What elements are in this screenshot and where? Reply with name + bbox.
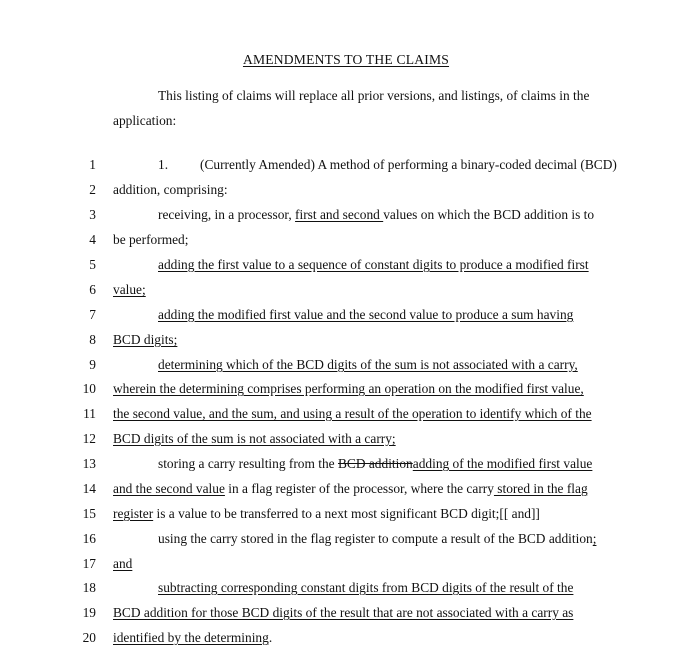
line-number: 18 — [82, 580, 96, 595]
line-number: 14 — [82, 481, 96, 496]
line-segment: storing a carry resulting from the — [158, 456, 338, 471]
line-number: 17 — [82, 556, 96, 571]
inserted-text: BCD digits; — [113, 332, 178, 347]
line-number: 15 — [82, 506, 96, 521]
line-number: 6 — [89, 282, 96, 297]
line-text — [158, 531, 596, 547]
line-segment: in a flag register of the processor, where the carry — [224, 481, 494, 496]
line-number: 10 — [82, 381, 96, 396]
inserted-text: adding of the modified first value — [412, 456, 593, 471]
claim-line-1 — [0, 157, 692, 181]
inserted-text: stored in the flag — [493, 481, 588, 496]
line-number: 13 — [82, 456, 96, 471]
deleted-text: BCD addition — [337, 456, 413, 471]
line-text — [113, 481, 588, 497]
inserted-text: ; — [592, 531, 597, 546]
line-text: addition, comprising: — [113, 182, 228, 197]
claim-line-10 — [0, 381, 692, 405]
claim-number: 1. — [158, 157, 169, 172]
line-text — [113, 630, 272, 646]
inserted-text: value; — [113, 282, 146, 297]
inserted-text: BCD digits of the sum is not associated with a carry; — [113, 431, 396, 446]
page-title: AMENDMENTS TO THE CLAIMS — [242, 52, 450, 67]
line-number: 3 — [89, 207, 96, 222]
claim-line-8 — [0, 332, 692, 356]
claim-line-2 — [0, 182, 692, 206]
line-segment: receiving, in a processor, — [158, 207, 296, 222]
line-segment: using the carry stored in the flag register to compute a result of the BCD addition — [158, 531, 593, 546]
line-segment: is a value to be transferred to a next most significant BCD digit;[[ and]] — [153, 506, 540, 521]
line-number: 11 — [83, 406, 96, 421]
claim-line-5 — [0, 257, 692, 281]
line-text — [158, 157, 617, 173]
line-number: 20 — [82, 630, 96, 645]
claim-line-3 — [0, 207, 692, 231]
line-number: 1 — [89, 157, 96, 172]
claim-line-20 — [0, 630, 692, 654]
line-number: 8 — [89, 332, 96, 347]
inserted-text: determining which of the BCD digits of the sum is not associated with a carry, — [158, 357, 578, 372]
claim-line-7 — [0, 307, 692, 331]
claim-line-19 — [0, 605, 692, 629]
inserted-text: adding the modified first value and the second value to produce a sum having — [158, 307, 574, 322]
line-segment: . — [268, 630, 273, 645]
line-text: be performed; — [113, 232, 189, 247]
inserted-text: BCD addition for those BCD digits of the result that are not associated with a carry as — [113, 605, 574, 620]
claim-line-18 — [0, 580, 692, 604]
inserted-text: and the second value — [113, 481, 225, 496]
line-text — [113, 506, 540, 522]
claim-line-16 — [0, 531, 692, 555]
line-segment: (Currently Amended) A method of performing a binary-coded decimal (BCD) — [200, 157, 617, 172]
inserted-text: adding the first value to a sequence of constant digits to produce a modified first — [158, 257, 589, 272]
inserted-text: identified by the determining — [113, 630, 269, 645]
claim-line-11 — [0, 406, 692, 430]
claim-line-9 — [0, 357, 692, 381]
inserted-text: and — [113, 556, 133, 571]
line-number: 7 — [89, 307, 96, 322]
claim-line-15 — [0, 506, 692, 530]
line-number: 12 — [82, 431, 96, 446]
line-number: 4 — [89, 232, 96, 247]
line-text — [158, 207, 594, 223]
inserted-text: subtracting corresponding constant digits from BCD digits of the result of the — [158, 580, 574, 595]
line-number: 19 — [82, 605, 96, 620]
line-number: 9 — [89, 357, 96, 372]
inserted-text: wherein the determining comprises performing an operation on the modified first value, — [113, 381, 584, 396]
inserted-text: register — [113, 506, 154, 521]
inserted-text: first and second — [295, 207, 384, 222]
claim-line-6 — [0, 282, 692, 306]
claim-line-12 — [0, 431, 692, 455]
intro-paragraph: This listing of claims will replace all prior versions, and listings, of claims in the application: — [113, 88, 590, 128]
line-number: 5 — [89, 257, 96, 272]
line-number: 16 — [82, 531, 96, 546]
inserted-text: the second value, and the sum, and using a result of the operation to identify which of the — [113, 406, 592, 421]
line-number: 2 — [89, 182, 96, 197]
claim-line-17 — [0, 556, 692, 580]
claim-line-4 — [0, 232, 692, 256]
claim-line-13 — [0, 456, 692, 480]
line-segment: values on which the BCD addition is to — [383, 207, 595, 222]
line-text — [158, 456, 592, 472]
claim-line-14 — [0, 481, 692, 505]
